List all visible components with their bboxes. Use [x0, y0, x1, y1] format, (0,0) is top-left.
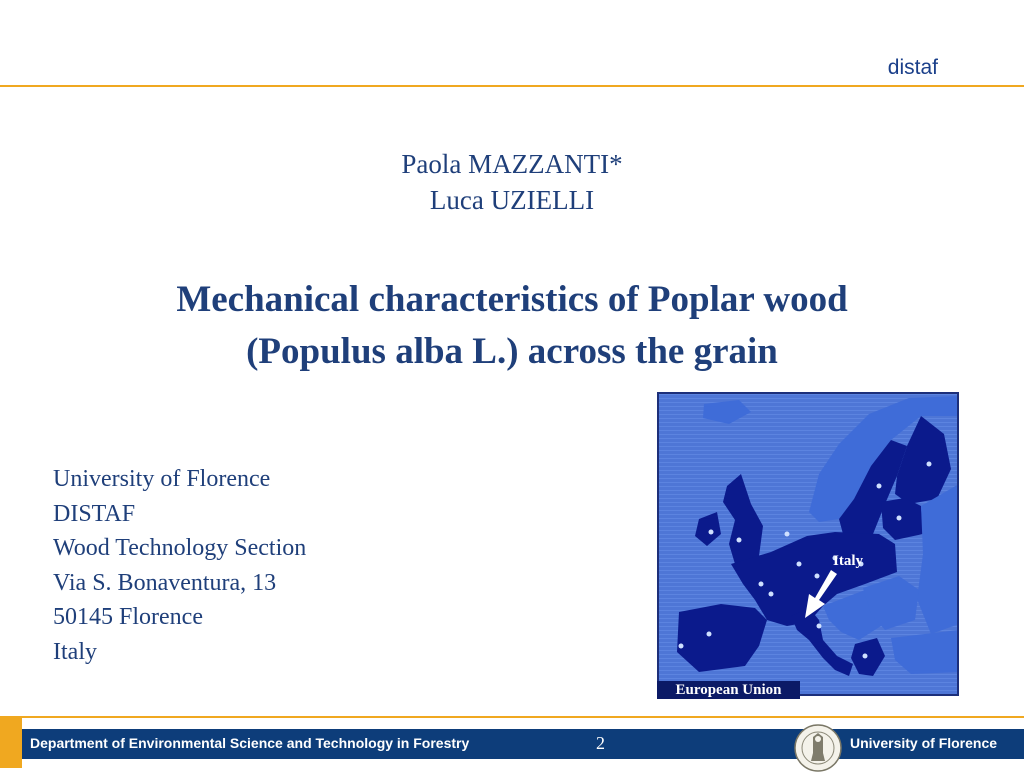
title-line: Mechanical characteristics of Poplar wood: [176, 279, 848, 320]
eu-map-graphic: [659, 394, 959, 696]
map-italy-label: Italy: [833, 553, 863, 569]
address-line: 50145 Florence: [53, 604, 203, 630]
eu-map: [657, 392, 959, 696]
footer-accent-block: [0, 716, 22, 768]
address-line: DISTAF: [53, 500, 136, 527]
author-name: Luca UZIELLI: [429, 185, 595, 215]
title-line: (Populus alba L.) across the grain: [246, 331, 778, 372]
address-line: University of Florence: [53, 466, 271, 492]
address-line: Wood Technology Section: [53, 535, 307, 561]
map-caption: European Union: [657, 681, 800, 699]
header-divider: [0, 85, 1024, 87]
footer-university: University of Florence: [850, 735, 998, 751]
slide-title: [0, 274, 1024, 378]
footer-divider: [22, 716, 1024, 718]
address-line: Via S. Bonaventura, 13: [53, 569, 277, 596]
footer-department: Department of Environmental Science and Technology in Forestry: [30, 735, 470, 751]
author-name: Paola MAZZANTI*: [401, 149, 623, 179]
page-number: 2: [596, 733, 605, 753]
brand-label: distaf: [887, 56, 938, 79]
university-seal-icon: [793, 723, 843, 773]
address-block: [53, 462, 306, 669]
authors: [0, 146, 1024, 218]
address-line: Italy: [53, 638, 97, 665]
